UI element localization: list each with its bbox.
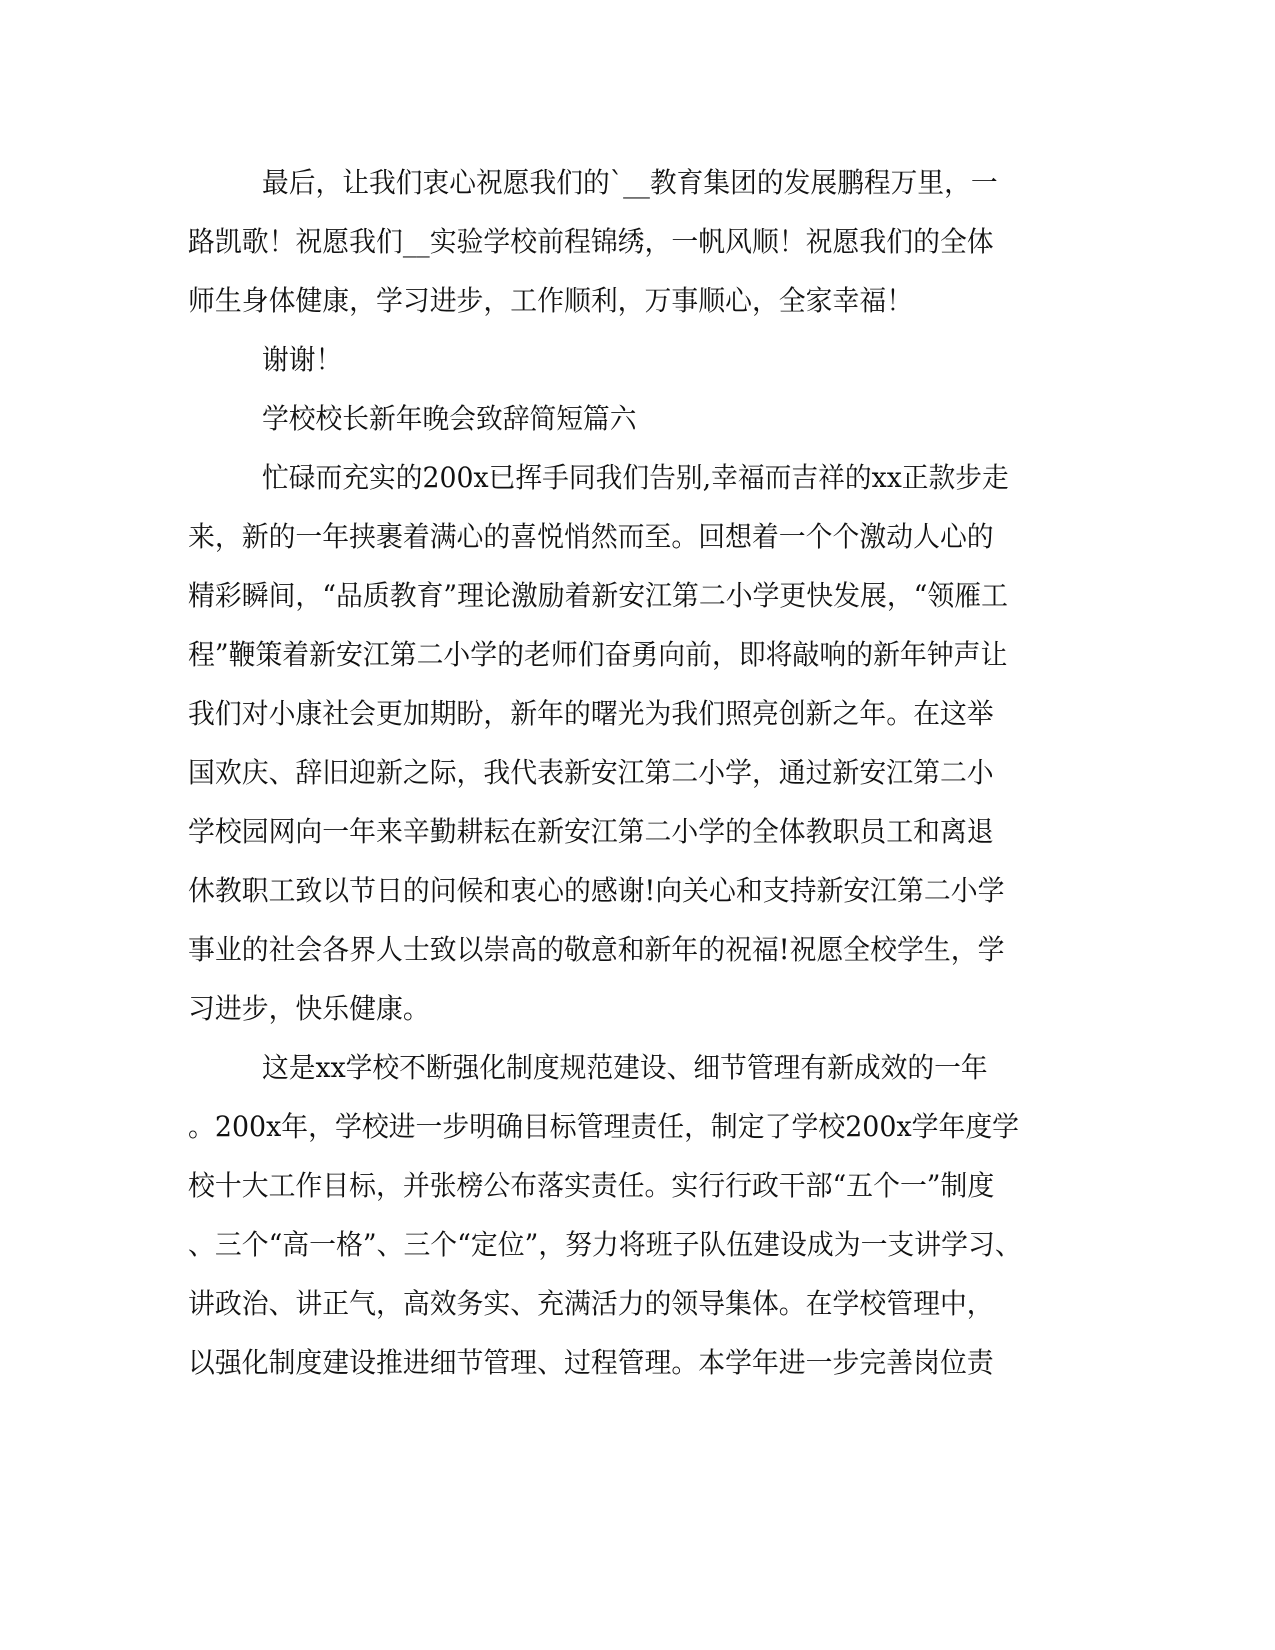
text-line: 忙碌而充实的200x已挥手同我们告别,幸福而吉祥的xx正款步走 — [262, 461, 1009, 494]
text-line: 以强化制度建设推进细节管理、过程管理。本学年进一步完善岗位责 — [188, 1346, 994, 1379]
text-line: 师生身体健康，学习进步，工作顺利，万事顺心，全家幸福！ — [188, 284, 914, 317]
text-line: 、三个“高一格”、三个“定位”，努力将班子队伍建设成为一支讲学习、 — [188, 1228, 1022, 1261]
text-line: 程”鞭策着新安江第二小学的老师们奋勇向前，即将敲响的新年钟声让 — [188, 638, 1008, 671]
section-heading: 学校校长新年晚会致辞简短篇六 — [262, 402, 637, 435]
text-line: 精彩瞬间，“品质教育”理论激励着新安江第二小学更快发展，“领雁工 — [188, 579, 1008, 612]
text-line: 讲政治、讲正气，高效务实、充满活力的领导集体。在学校管理中， — [188, 1287, 994, 1320]
text-line: 我们对小康社会更加期盼，新年的曙光为我们照亮创新之年。在这举 — [188, 697, 994, 730]
text-line: 谢谢！ — [262, 343, 343, 376]
text-line: 国欢庆、辞旧迎新之际，我代表新安江第二小学，通过新安江第二小 — [188, 756, 994, 789]
text-line: 这是xx学校不断强化制度规范建设、细节管理有新成效的一年 — [262, 1051, 988, 1084]
text-line: 校十大工作目标，并张榜公布落实责任。实行行政干部“五个一”制度 — [188, 1169, 995, 1202]
text-line: 事业的社会各界人士致以崇高的敬意和新年的祝福!祝愿全校学生，学 — [188, 933, 1005, 966]
text-line: 休教职工致以节日的问候和衷心的感谢!向关心和支持新安江第二小学 — [188, 874, 1005, 907]
text-line: 学校园网向一年来辛勤耕耘在新安江第二小学的全体教职员工和离退 — [188, 815, 994, 848]
text-line: 路凯歌！祝愿我们__实验学校前程锦绣，一帆风顺！祝愿我们的全体 — [188, 225, 994, 258]
text-line: 来，新的一年挟裹着满心的喜悦悄然而至。回想着一个个激动人心的 — [188, 520, 994, 553]
text-line: 最后，让我们衷心祝愿我们的`__教育集团的发展鹏程万里，一 — [262, 166, 998, 199]
text-line: 习进步，快乐健康。 — [188, 992, 430, 1025]
text-line: 。200x年，学校进一步明确目标管理责任，制定了学校200x学年度学 — [188, 1110, 1020, 1143]
